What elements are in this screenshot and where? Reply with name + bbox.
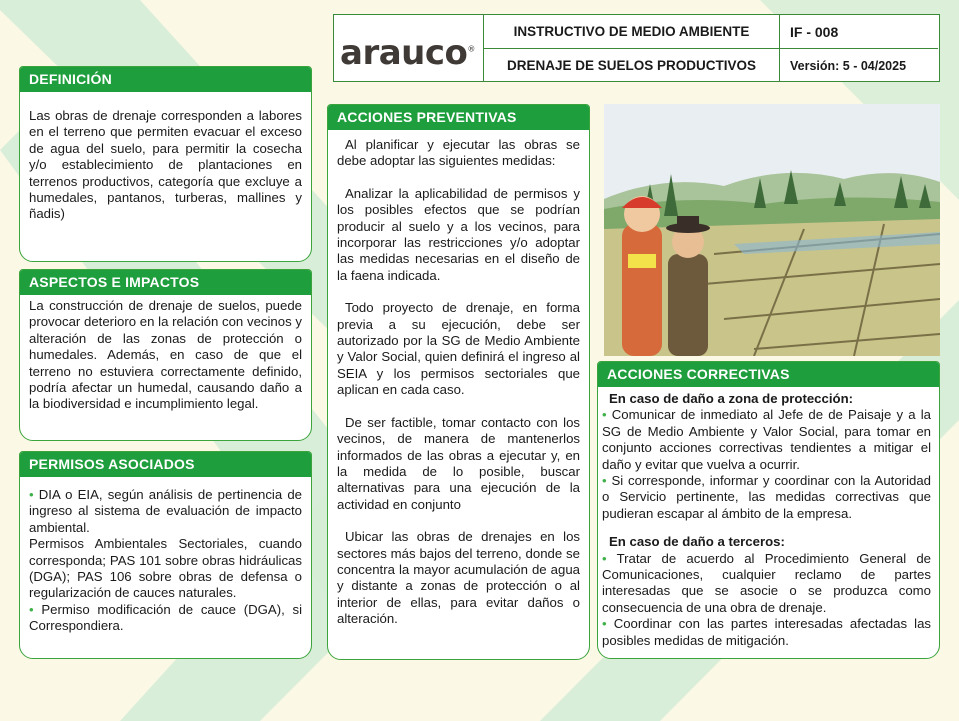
arauco-logo — [340, 33, 475, 73]
document-header — [333, 14, 940, 82]
preventivas-paragraph: Analizar la aplicabilidad de permisos y los posibles efectos que se podrían producir al suelo y a los vecinos, para incorporar las restricciones y/o adoptar las medidas necesarias en el diseño de la faena indicada. — [337, 185, 580, 283]
permisos-title: PERMISOS ASOCIADOS — [20, 452, 311, 477]
permisos-box — [19, 451, 312, 659]
correctivas-section-heading: En caso de daño a zona de protección: — [609, 391, 854, 406]
definicion-title: DEFINICIÓN — [20, 67, 311, 92]
document-subtitle: DRENAJE DE SUELOS PRODUCTIVOS — [484, 49, 780, 82]
permisos-body — [20, 477, 311, 635]
correctivas-section-heading: En caso de daño a terceros: — [609, 534, 785, 550]
preventivas-body — [328, 130, 589, 628]
document-code: IF - 008 — [780, 15, 938, 49]
logo-text: arauco — [340, 33, 468, 73]
logo-cell — [334, 15, 484, 81]
preventivas-paragraph: De ser factible, tomar contacto con los vecinos, de manera de mantenerlos informados de las obras a ejecutar y, en la medida de lo posible, buscar alternativas para una ejecución de la actividad en conjunto — [337, 414, 580, 512]
aspectos-title: ASPECTOS E IMPACTOS — [20, 270, 311, 295]
permisos-item: • DIA o EIA, según análisis de pertinencia de ingreso al sistema de evaluación de impacto ambiental. — [29, 487, 302, 536]
document-version: Versión: 5 - 04/2025 — [790, 58, 907, 73]
definicion-box — [19, 66, 312, 262]
aspectos-box — [19, 269, 312, 441]
aspectos-text: La construcción de drenaje de suelos, puede provocar deterioro en la relación con vecinos y alteración de las zonas de protección o humedales. Además, en caso de que el terreno no estuviera correctamente definido, podría afectar un humedal, causando daño a la biodiversidad e incumplimiento legal. — [29, 298, 302, 412]
worker-figure — [622, 196, 662, 356]
correctivas-item: • Tratar de acuerdo al Procedimiento General de Comunicaciones, cualquier reclamo de partes interesadas que se asocie o se produzca como consecuencia de una obra de drenaje. — [602, 551, 931, 617]
correctivas-item: • Si corresponde, informar y coordinar con la Autoridad o Servicio pertinente, las medidas correctivas que pudieran escapar al ámbito de la empresa. — [602, 473, 931, 522]
preventivas-paragraph: Todo proyecto de drenaje, en forma previa a su ejecución, debe ser autorizado por la SG de Medio Ambiente y Valor Social, quien definirá el ingreso al SEIA y los permisos sectoriales que aplican en cada caso. — [337, 300, 580, 398]
correctivas-item: • Comunicar de inmediato al Jefe de de Paisaje y a la SG de Medio Ambiente y Valor Social, para tomar en conjunto acciones correctivas tendientes a mitigar el daño y evitar que vuelva a ocurrir. — [602, 407, 931, 473]
correctivas-box — [597, 361, 940, 659]
permisos-item: Permisos Ambientales Sectoriales, cuando corresponda; PAS 101 sobre obras hidráulicas (DGA); PAS 106 sobre obras de defensa o regularización de cauces naturales. — [29, 536, 302, 601]
aspectos-body — [20, 295, 311, 413]
correctivas-title: ACCIONES CORRECTIVAS — [598, 362, 939, 387]
preventivas-paragraph: Al planificar y ejecutar las obras se debe adoptar las siguientes medidas: — [337, 137, 580, 169]
permisos-item: • Permiso modificación de cauce (DGA), si Correspondiera. — [29, 602, 302, 635]
definicion-body — [20, 92, 311, 223]
correctivas-item: • Coordinar con las partes interesadas afectadas las posibles medidas de mitigación. — [602, 616, 931, 649]
preventivas-title: ACCIONES PREVENTIVAS — [328, 105, 589, 130]
definicion-text: Las obras de drenaje corresponden a labores en el terreno que permiten evacuar el exceso de agua del suelo, para permitir la cosecha y/o establecimiento de plantaciones en terrenos productivos, categoría que excluye a humedales, pantanos, turberas, mallines y ñadis) — [29, 108, 302, 222]
correctivas-body — [598, 387, 939, 649]
drainage-field-illustration — [604, 104, 940, 356]
preventivas-paragraph: Ubicar las obras de drenajes en los sectores más bajos del terreno, donde se concentra la mayor acumulación de agua y distante a zonas de protección o al interior de ellas, para evitar daños o alteración. — [337, 529, 580, 627]
logo-registered-mark: ® — [467, 44, 475, 54]
preventivas-box — [327, 104, 590, 660]
document-title: INSTRUCTIVO DE MEDIO AMBIENTE — [484, 15, 780, 49]
